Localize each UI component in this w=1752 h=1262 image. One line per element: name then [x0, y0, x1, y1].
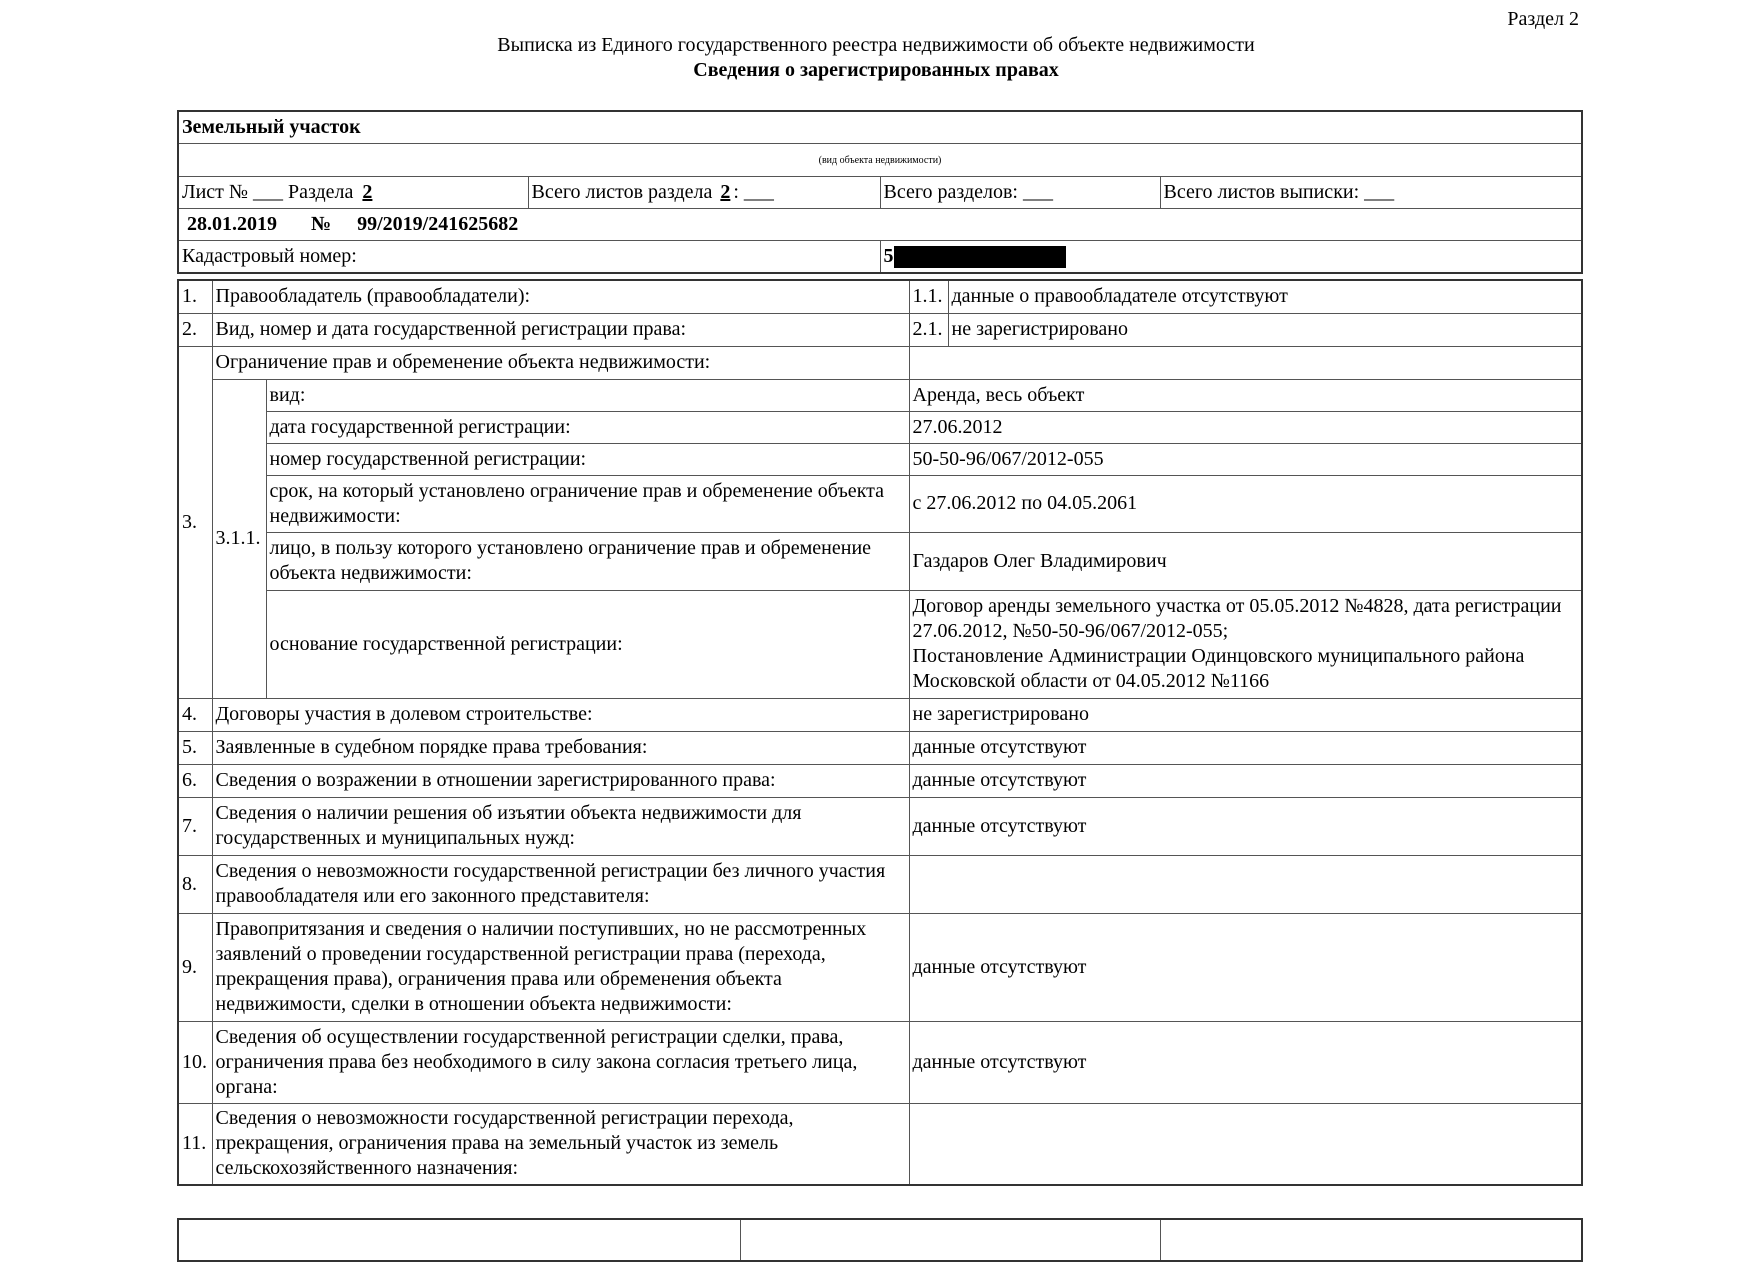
table-row — [178, 280, 1582, 313]
row-number: 9. — [178, 913, 212, 1021]
cadastral-value: 5 — [883, 245, 894, 267]
row-value: данные отсутствуют — [909, 1021, 1582, 1103]
total-sheets-extract: Всего листов выписки: ___ — [1160, 177, 1582, 209]
signature-cell — [1160, 1219, 1582, 1261]
table-row — [178, 346, 1582, 379]
row-label: Договоры участия в долевом строительстве: — [212, 698, 909, 731]
document-title: Выписка из Единого государственного реестра недвижимости об объекте недвижимости — [497, 34, 1255, 56]
encumbrance-label: вид: — [266, 379, 909, 411]
row-value: данные отсутствуют — [909, 913, 1582, 1021]
encumbrance-label: срок, на который установлено ограничение прав и обременение объекта недвижимости: — [266, 475, 909, 532]
row-value: данные о правообладателе отсутствуют — [948, 280, 1582, 313]
table-row — [178, 797, 1582, 855]
table-row — [178, 411, 1582, 443]
object-type: Земельный участок — [178, 111, 1582, 144]
date-number-line — [178, 209, 1582, 241]
signature-table — [177, 1218, 1583, 1262]
row-label: Правопритязания и сведения о наличии поступивших, но не рассмотренных заявлений о проведении государственной регистрации права (перехода, прекращения права), ограничения права или обременения объекта недвижимости, сделки в отношении объекта недвижимости: — [212, 913, 909, 1021]
cadastral-label: Кадастровый номер: — [178, 241, 880, 274]
row-value: не зарегистрировано — [948, 313, 1582, 346]
row-number: 11. — [178, 1103, 212, 1185]
encumbrance-label: основание государственной регистрации: — [266, 590, 909, 698]
table-row — [178, 475, 1582, 532]
table-row — [178, 1021, 1582, 1103]
table-row — [178, 855, 1582, 913]
signature-cell — [178, 1219, 740, 1261]
row-label: Сведения об осуществлении государственной регистрации сделки, права, ограничения права без необходимого в силу закона согласия третьего лица, органа: — [212, 1021, 909, 1103]
row-label: Правообладатель (правообладатели): — [212, 280, 909, 313]
row-value: не зарегистрировано — [909, 698, 1582, 731]
row-value: данные отсутствуют — [909, 731, 1582, 764]
row-label: Сведения о невозможности государственной регистрации без личного участия правообладателя или его законного представителя: — [212, 855, 909, 913]
sheet-number: Лист № ___ Раздела 2 — [178, 177, 528, 209]
row-number: 7. — [178, 797, 212, 855]
encumbrance-value: с 27.06.2012 по 04.05.2061 — [909, 475, 1582, 532]
row-number: 5. — [178, 731, 212, 764]
encumbrance-label: номер государственной регистрации: — [266, 443, 909, 475]
redaction-bar — [894, 246, 1066, 268]
total-sections: Всего разделов: ___ — [880, 177, 1160, 209]
encumbrance-value: 50-50-96/067/2012-055 — [909, 443, 1582, 475]
encumbrance-value: Договор аренды земельного участка от 05.05.2012 №4828, дата регистрации 27.06.2012, №50-50-96/067/2012-055; Постановление Администрации Одинцовского муниципального района Московской области от 04.05.2012 №1166 — [909, 590, 1582, 698]
table-row — [178, 590, 1582, 698]
encumbrance-label: дата государственной регистрации: — [266, 411, 909, 443]
table-row — [178, 698, 1582, 731]
table-row — [178, 913, 1582, 1021]
header-table — [177, 110, 1583, 274]
row-label: Вид, номер и дата государственной регистрации права: — [212, 313, 909, 346]
object-type-caption: (вид объекта недвижимости) — [178, 144, 1582, 177]
document-subtitle: Сведения о зарегистрированных правах — [693, 59, 1059, 81]
row-value — [909, 346, 1582, 379]
encumbrance-label: лицо, в пользу которого установлено ограничение прав и обременение объекта недвижимости: — [266, 532, 909, 590]
table-row — [178, 731, 1582, 764]
row-number: 3. — [178, 346, 212, 698]
section-label: Раздел 2 — [1507, 8, 1579, 30]
row-number: 2. — [178, 313, 212, 346]
row-subnumber: 1.1. — [909, 280, 948, 313]
row-number: 6. — [178, 764, 212, 797]
extract-number: 99/2019/241625682 — [357, 213, 519, 235]
table-row — [178, 379, 1582, 411]
table-row — [178, 313, 1582, 346]
encumbrance-value: 27.06.2012 — [909, 411, 1582, 443]
row-label: Сведения о невозможности государственной регистрации перехода, прекращения, ограничения права на земельный участок из земель сельскохозяйственного назначения: — [212, 1103, 909, 1185]
row-label: Сведения о наличии решения об изъятии объекта недвижимости для государственных и муниципальных нужд: — [212, 797, 909, 855]
row-subnumber: 2.1. — [909, 313, 948, 346]
row-label: Сведения о возражении в отношении зарегистрированного права: — [212, 764, 909, 797]
table-row — [178, 443, 1582, 475]
cadastral-value-cell — [880, 241, 1582, 274]
table-row — [178, 764, 1582, 797]
encumbrance-value: Газдаров Олег Владимирович — [909, 532, 1582, 590]
encumbrance-value: Аренда, весь объект — [909, 379, 1582, 411]
extract-date: 28.01.2019 — [187, 213, 277, 235]
row-number: 4. — [178, 698, 212, 731]
row-subnumber: 3.1.1. — [212, 379, 266, 698]
row-value — [909, 855, 1582, 913]
table-row — [178, 532, 1582, 590]
number-sign: № — [311, 213, 332, 235]
total-sheets-section: Всего листов раздела 2 : ___ — [528, 177, 880, 209]
row-label: Заявленные в судебном порядке права требования: — [212, 731, 909, 764]
row-number: 10. — [178, 1021, 212, 1103]
rights-table — [177, 279, 1583, 1186]
signature-cell — [740, 1219, 1160, 1261]
row-value — [909, 1103, 1582, 1185]
row-value: данные отсутствуют — [909, 764, 1582, 797]
row-label: Ограничение прав и обременение объекта недвижимости: — [212, 346, 909, 379]
table-row — [178, 1103, 1582, 1185]
row-value: данные отсутствуют — [909, 797, 1582, 855]
row-number: 1. — [178, 280, 212, 313]
row-number: 8. — [178, 855, 212, 913]
